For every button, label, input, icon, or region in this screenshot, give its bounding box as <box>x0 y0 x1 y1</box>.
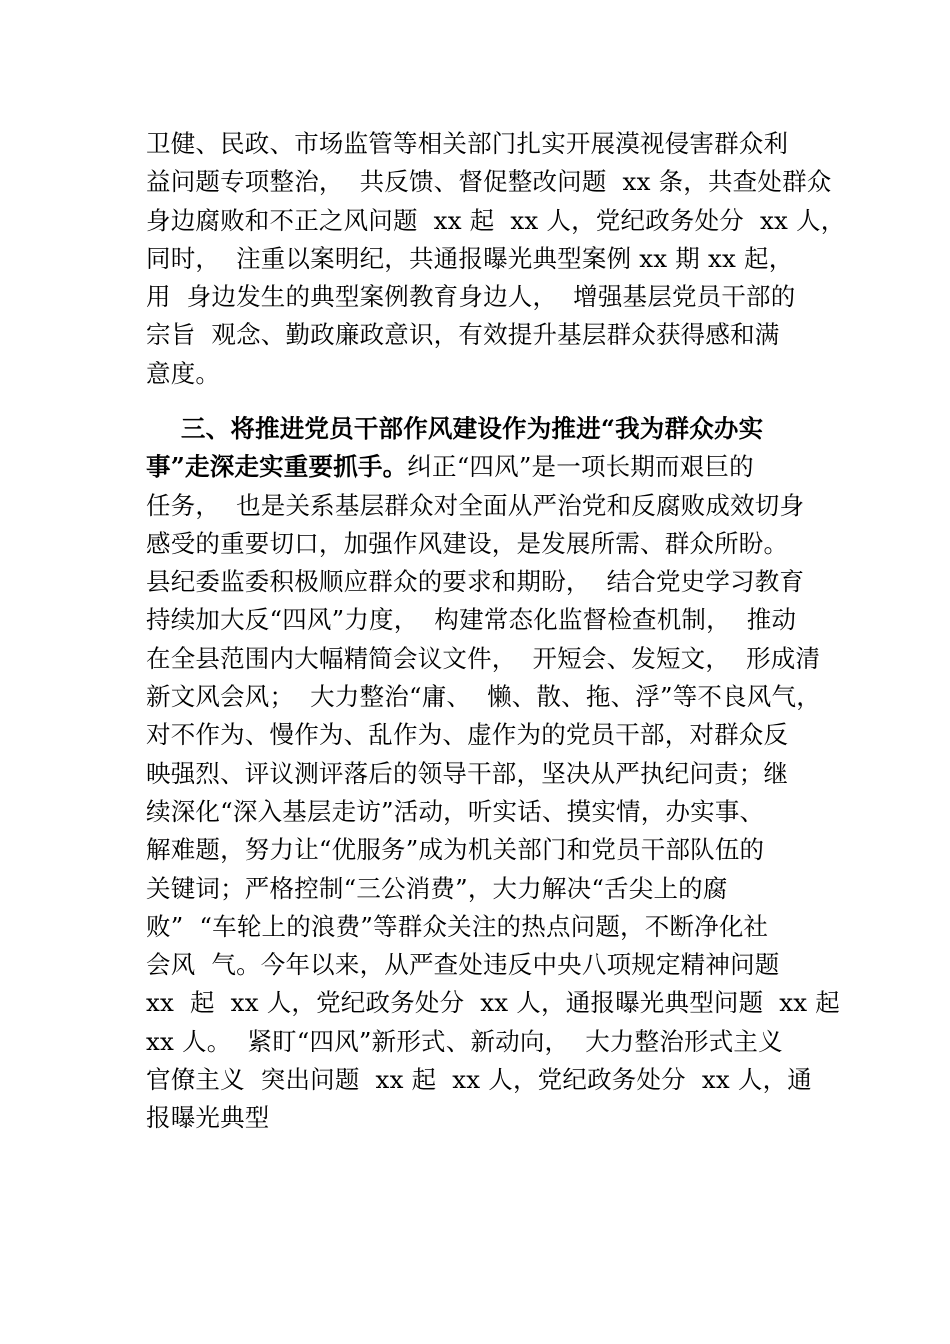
text-line: xx 起 xx 人，党纪政务处分 xx 人，通报曝光典型问题 xx 起 <box>146 988 841 1018</box>
text-line: 在全县范围内大幅精简会议文件， 开短会、发短文， 形成清 <box>146 643 821 673</box>
text-line: 任务， 也是关系基层群众对全面从严治党和反腐败成效切身 <box>146 490 805 520</box>
section-heading: 三、将推进党员干部作风建设作为推进“我为群众办实 <box>146 414 764 443</box>
text-line: 身边腐败和不正之风问题 xx 起 xx 人，党纪政务处分 xx 人， <box>146 205 846 235</box>
text-line: 意度。 <box>146 358 221 388</box>
text-line: 用 身边发生的典型案例教育身边人， 增强基层党员干部的 <box>146 282 796 312</box>
text-line: 益问题专项整治， 共反馈、督促整改问题 xx 条，共查处群众 <box>146 167 832 197</box>
text-line: 持续加大反“四风”力度， 构建常态化监督检查机制， 推动 <box>146 605 797 635</box>
text-line: 败” “车轮上的浪费”等群众关注的热点问题，不断净化社 <box>146 911 769 941</box>
text-line: 续深化“深入基层走访”活动，听实话、摸实情，办实事、 <box>146 796 765 826</box>
text-line: 映强烈、评议测评落后的领导干部，坚决从严执纪问责；继 <box>146 758 789 788</box>
paragraph-1 <box>146 125 846 393</box>
paragraph-2 <box>146 410 841 1138</box>
text-line: 报曝光典型 <box>146 1103 270 1133</box>
text-line: 官僚主义 突出问题 xx 起 xx 人，党纪政务处分 xx 人，通 <box>146 1065 812 1095</box>
text-line: 卫健、民政、市场监管等相关部门扎实开展漠视侵害群众利 <box>146 129 789 158</box>
text-line: 县纪委监委积极顺应群众的要求和期盼， 结合党史学习教育 <box>146 567 805 597</box>
text-line: 对不作为、慢作为、乱作为、虚作为的党员干部，对群众反 <box>146 720 789 750</box>
text-line: 解难题，努力让“优服务”成为机关部门和党员干部队伍的 <box>146 835 765 865</box>
text-line: 新文风会风； 大力整治“庸、 懒、散、拖、浮”等不良风气， <box>146 682 821 712</box>
text-fragment: 纠正“四风”是一项长期而艰巨的 <box>407 452 754 482</box>
text-line: 宗旨 观念、勤政廉政意识，有效提升基层群众获得感和满 <box>146 320 780 350</box>
text-line: 感受的重要切口，加强作风建设，是发展所需、群众所盼。 <box>146 528 789 558</box>
text-line: 关键词；严格控制“三公消费”，大力解决“舌尖上的腐 <box>146 873 728 903</box>
text-line <box>146 448 826 486</box>
text-line: xx 人。 紧盯“四风”新形式、新动向， 大力整治形式主义 <box>146 1026 783 1056</box>
text-line: 同时， 注重以案明纪，共通报曝光典型案例 xx 期 xx 起， <box>146 243 794 273</box>
text-line: 会风 气。今年以来，从严查处违反中央八项规定精神问题 <box>146 950 780 980</box>
section-heading-end: 事”走深走实重要抓手。 <box>146 452 408 482</box>
